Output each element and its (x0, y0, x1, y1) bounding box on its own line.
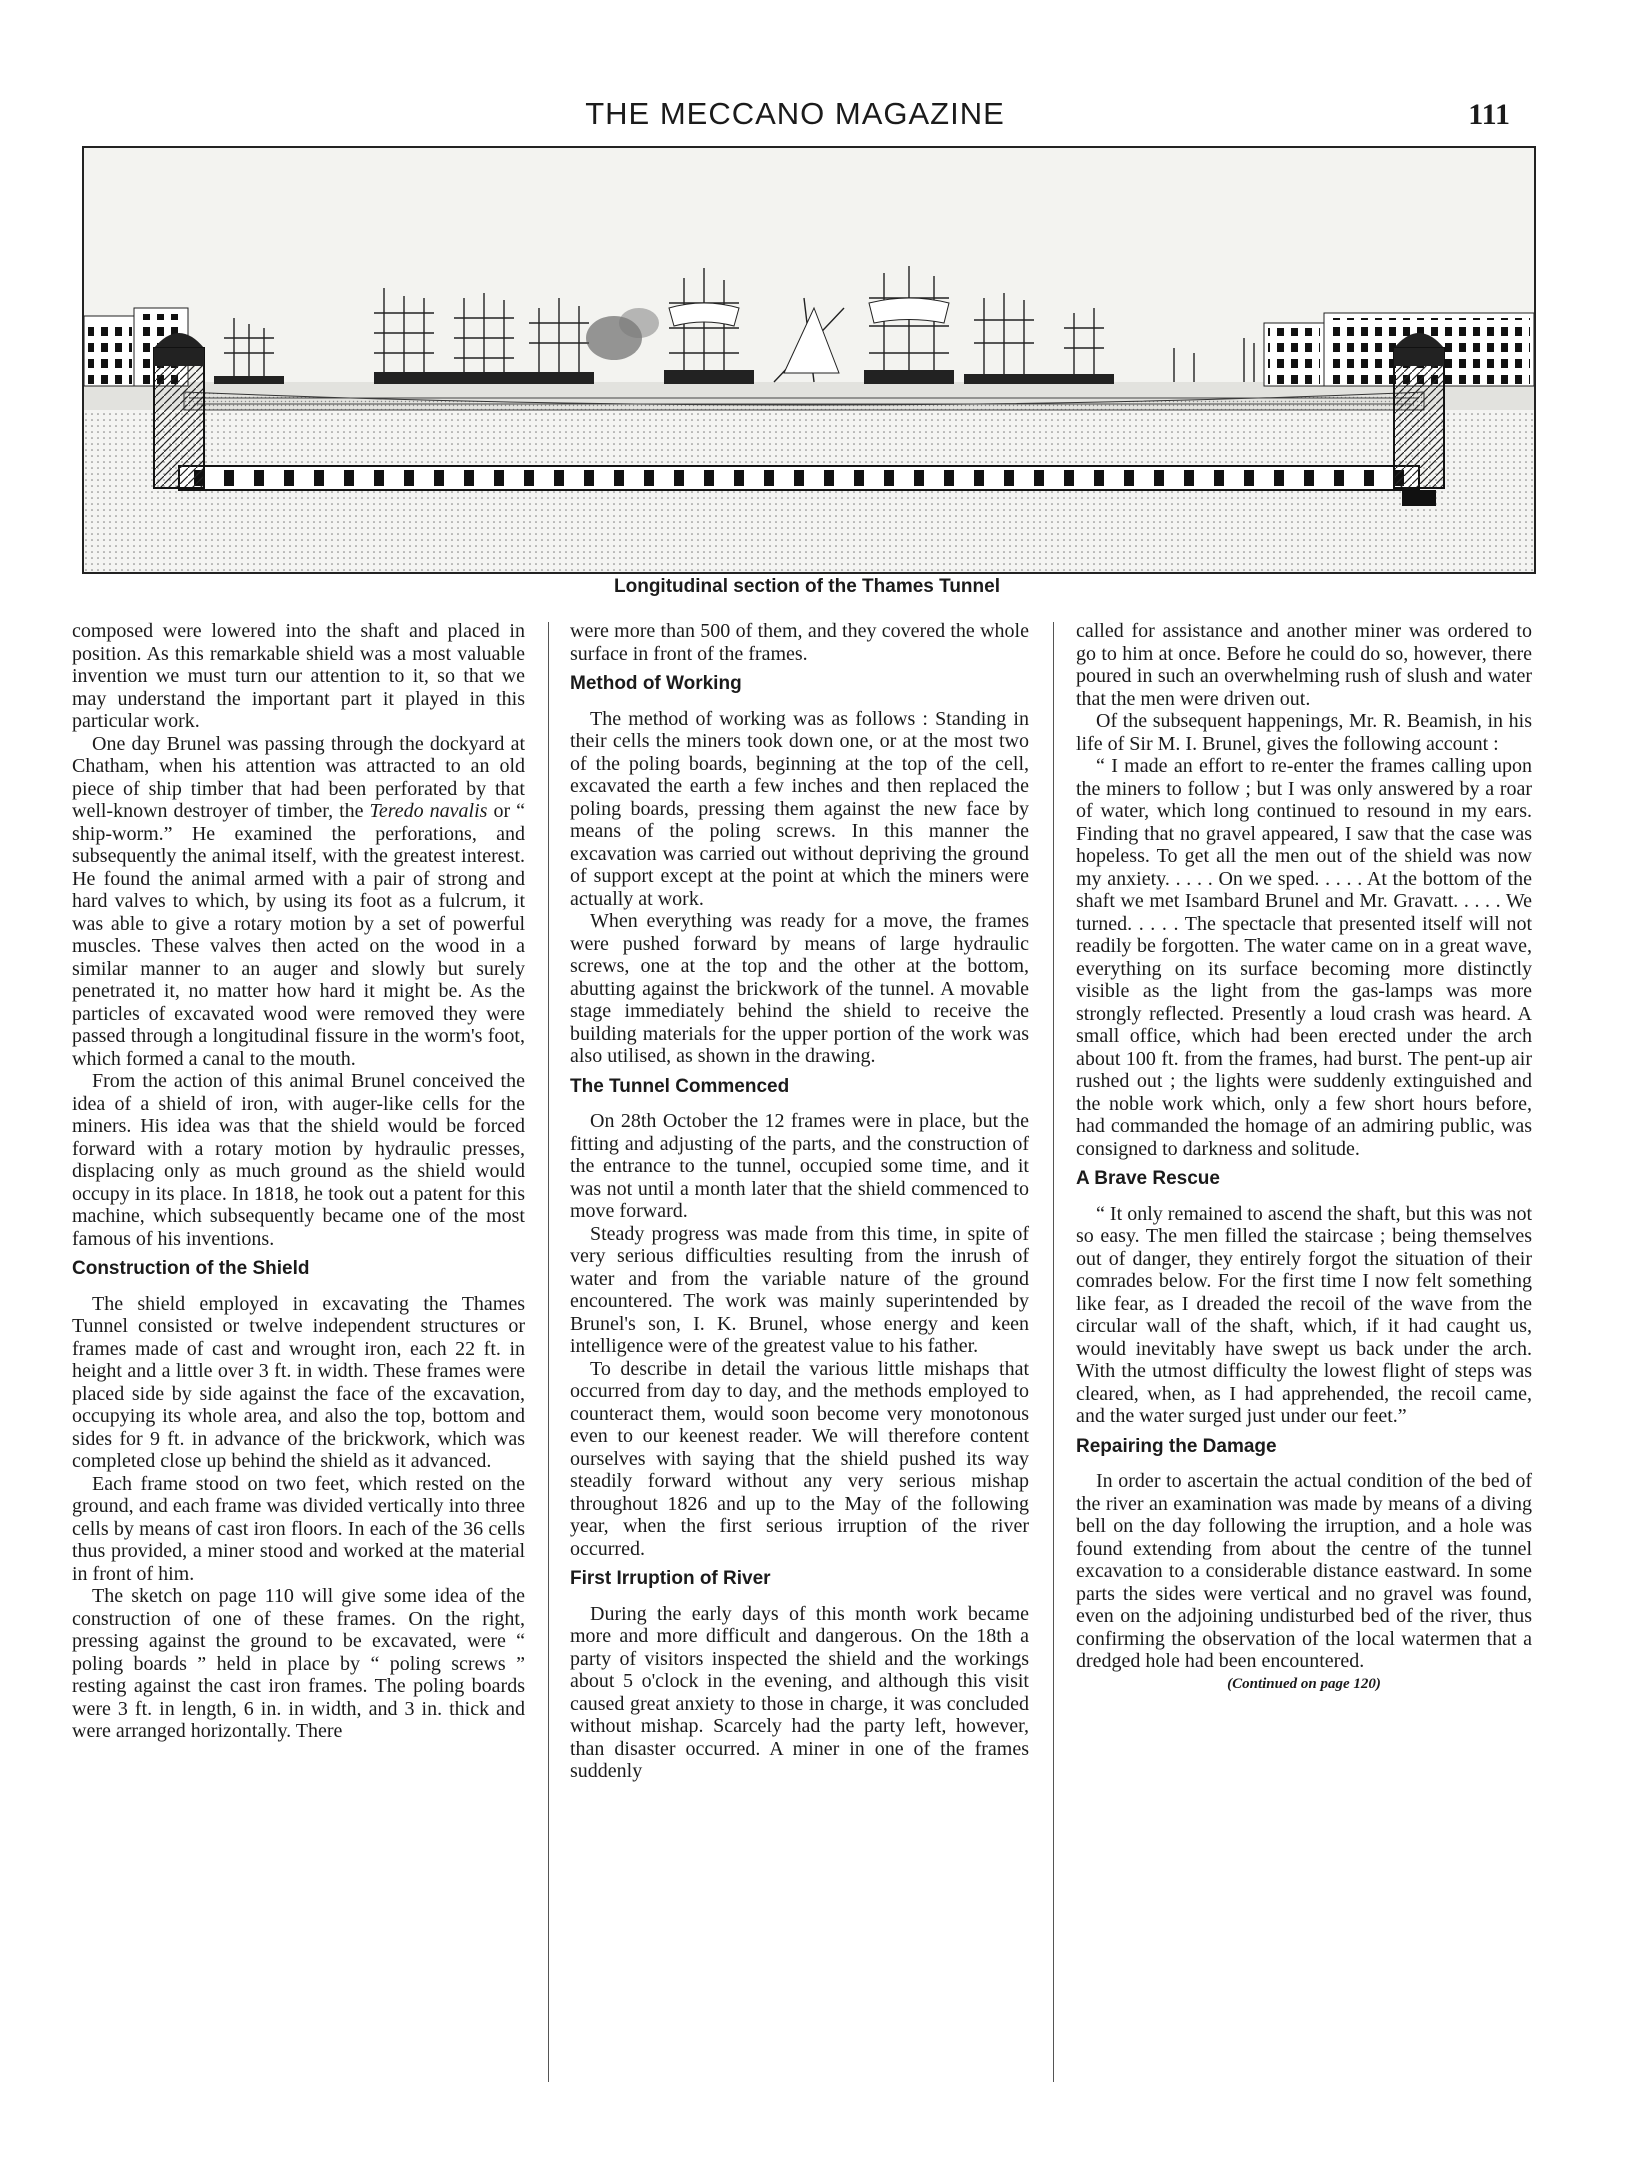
tunnel-arches (194, 470, 1404, 486)
paragraph-text: One day Brunel was passing through the dockyard at Chatham, when his attention was attracted to an old piece of ship timber that had been perforated by that well-known destroyer of timber, the (72, 732, 525, 822)
paragraph: The sketch on page 110 will give some idea of the construction of one of these frames. On the right, pressing against the ground to be excavated, were “ poling boards ” held in place by “ poling screws ” resting against the cast iron frames. The poling boards were 3 ft. in length, 6 in. in width, and 3 in. thick and were arranged horizontally. There (72, 1585, 525, 1742)
article-column-1 (72, 620, 525, 1743)
paragraph: The shield employed in excavating the Thames Tunnel consisted or twelve independent structures or frames made of cast and wrought iron, each 22 ft. in height and a little over 3 ft. in width. These frames were placed side by side against the face of the excavation, occupying its whole area, and also the top, bottom and sides for 9 ft. in advance of the brickwork, which was completed close up behind the shield as it advanced. (72, 1292, 525, 1472)
thames-tunnel-illustration (82, 146, 1536, 574)
paragraph: called for assistance and another miner was ordered to go to him at once. Before he could do so, however, there poured in such an overwhelming rush of slush and water that the men were driven out. (1076, 620, 1532, 710)
paragraph: composed were lowered into the shaft and placed in position. As this remarkable shield was a most valuable invention we must turn our attention to it, so that we may understand the important part it played in this particular work. (72, 620, 525, 732)
section-heading: Repairing the Damage (1076, 1435, 1277, 1457)
paragraph: In order to ascertain the actual condition of the bed of the river an examination was made by means of a diving bell on the day following the irruption, and a hole was found extending from about the centre of the tunnel excavation to a considerable distance eastward. In some parts the sides were vertical and no gravel was found, even on the adjoining undisturbed bed of the river, thus confirming the observation of the local watermen that a dredged hole had been encountered. (1076, 1470, 1532, 1672)
paragraph: The method of working was as follows : Standing in their cells the miners took down one, or at the most two of the poling boards, beginning at the top of the cell, excavated the earth a few inches and then replaced the poling boards, pressing them against the new face by means of the poling screws. In this manner the excavation was carried out without depriving the ground of support except at the point at which the miners were actually at work. (570, 707, 1029, 910)
paragraph: On 28th October the 12 frames were in place, but the fitting and adjusting of the parts, and the construction of the entrance to the tunnel, occupied some time, and it was not until a month later that the shield commenced to move forward. (570, 1110, 1029, 1222)
section-heading: The Tunnel Commenced (570, 1075, 790, 1097)
paragraph (72, 733, 525, 1071)
section-heading: First Irruption of River (570, 1568, 771, 1589)
quotation: “ I made an effort to re-enter the frames calling upon the miners to follow ; but I was only answered by a roar of water, which long continued to resound in my ears. Finding that no gravel appeared, I saw that the case was hopeless. To get all the men out of the shield was now my anxiety. . . . . On we sped. . . . . At the bottom of the shaft we met Isambard Brunel and Mr. Gravatt. . . . . We turned. . . . . The spectacle that presented itself will not readily be forgotten. The water came on in a great wave, everything on its surface becoming more distinctly visible as the light from the gas-lamps was more strongly reflected. Presently a loud crash was heard. A small office, which had been erected under the arch about 100 ft. from the frames, had burst. The pent-up air rushed out ; the lights were suddenly extinguished and the noble work which, only a few short hours before, had commanded the homage of an admiring public, was consigned to darkness and solitude. (1076, 755, 1532, 1160)
species-name: Teredo navalis (369, 800, 488, 822)
paragraph: During the early days of this month work became more and more difficult and dangerous. On the 18th a party of visitors inspected the shield and the workings about 5 o'clock in the evening, and although this visit caused great anxiety to those in charge, it was concluded without mishap. Scarcely had the party left, however, than disaster occurred. A miner in one of the frames suddenly (570, 1602, 1029, 1782)
page-number: 111 (1468, 98, 1510, 131)
masthead (80, 96, 1510, 140)
quotation: “ It only remained to ascend the shaft, but this was not so easy. The men filled the staircase ; being themselves out of danger, they entirely forgot the situation of their comrades below. For the first time I now felt something like fear, as I dreaded the recoil of the wave from the circular wall of the shaft, which, if it had caught us, would inevitably have swept us back under the arch. With the utmost difficulty the lowest flight of steps was cleared, when, as I had apprehended, the recoil came, and the water surged just under our feet.” (1076, 1202, 1532, 1427)
magazine-title: THE MECCANO MAGAZINE (585, 96, 1005, 131)
right-shaft (1394, 333, 1444, 506)
tunnel-section-drawing (84, 148, 1534, 572)
paragraph: were more than 500 of them, and they covered the whole surface in front of the frames. (570, 620, 1029, 665)
paragraph: Each frame stood on two feet, which rested on the ground, and each frame was divided vertically into three cells by means of cast iron floors. In each of the 36 cells thus provided, a miner stood and worked at the material in front of him. (72, 1472, 525, 1585)
paragraph: From the action of this animal Brunel conceived the idea of a shield of iron, with auger-like cells for the miners. His idea was that the shield would be forced forward with a rotary motion by hydraulic presses, displacing only as much ground as the shield would occupy in its place. In 1818, he took out a patent for this machine, which subsequently became one of the most famous of his inventions. (72, 1070, 525, 1250)
article-column-2 (570, 620, 1029, 1783)
column-divider (1053, 622, 1054, 2082)
continued-note[interactable]: (Continued on page 120) (1227, 1675, 1381, 1692)
figure-caption: Longitudinal section of the Thames Tunnel (614, 576, 1000, 597)
paragraph: Steady progress was made from this time, in spite of very serious difficulties resulting from the inrush of water and from the variable nature of the ground encountered. The work was mainly superintended by Brunel's son, I. K. Brunel, whose energy and keen intelligence were of the greatest value to his father. (570, 1222, 1029, 1357)
column-divider (548, 622, 549, 2082)
section-heading: A Brave Rescue (1076, 1168, 1220, 1189)
paragraph-text: or “ ship-worm.” He examined the perforations, and subsequently the animal itself, with the greatest interest. He found the animal armed with a pair of strong and hard valves to which, by using its foot as a fulcrum, it was able to give a rotary motion by a set of powerful muscles. These valves then acted on the wood in a similar manner to an auger and slowly but surely penetrated it, no matter how hard it might be. As the particles of excavated wood were removed they were passed through a longitudinal fissure in the worm's foot, which formed a canal to the mouth. (72, 800, 525, 1070)
paragraph: To describe in detail the various little mishaps that occurred from day to day, and the methods employed to counteract them, would soon become very monotonous even to our keenest reader. We will therefore content ourselves with saying that the shield pushed its way steadily forward without any very serious mishap throughout 1826 and up to the May of the following year, when the first serious irruption of the river occurred. (570, 1357, 1029, 1560)
section-heading: Construction of the Shield (72, 1258, 310, 1279)
paragraph: When everything was ready for a move, the frames were pushed forward by means of large hydraulic screws, one at the top and the other at the bottom, abutting against the brickwork of the tunnel. A movable stage immediately behind the shield to receive the building materials for the upper portion of the work was also utilised, as shown in the drawing. (570, 910, 1029, 1067)
paragraph: Of the subsequent happenings, Mr. R. Beamish, in his life of Sir M. I. Brunel, gives the following account : (1076, 710, 1532, 755)
section-heading: Method of Working (570, 673, 742, 694)
left-shaft (154, 333, 204, 488)
article-column-3 (1076, 620, 1532, 1695)
